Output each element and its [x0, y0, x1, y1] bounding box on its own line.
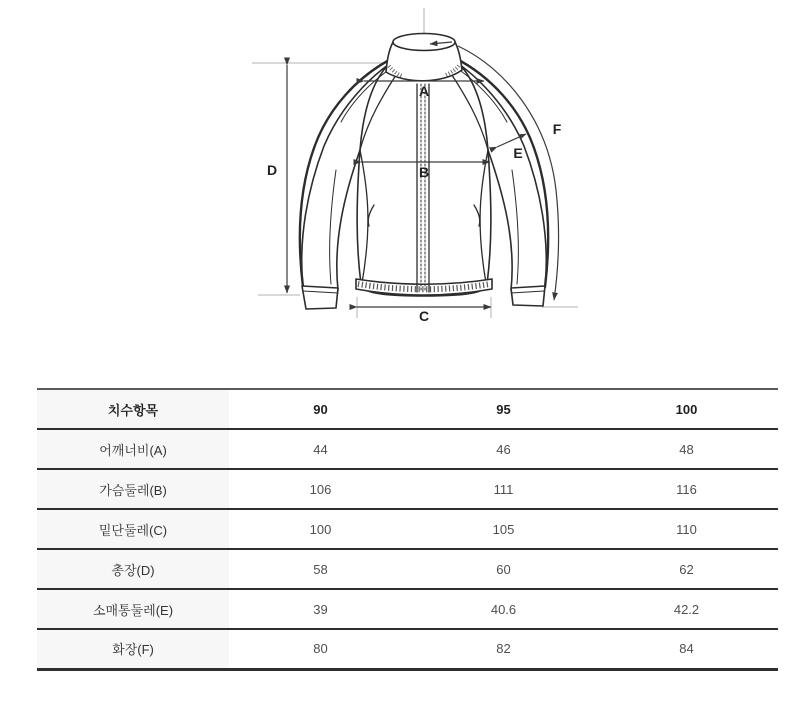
- cell-value: 105: [412, 509, 595, 549]
- cell-value: 42.2: [595, 589, 778, 629]
- table-row-hem: [37, 509, 778, 549]
- cell-value: 39: [229, 589, 412, 629]
- cell-value: 48: [595, 429, 778, 469]
- cell-value: 100: [229, 509, 412, 549]
- row-label: 화장(F): [37, 629, 229, 669]
- cell-value: 62: [595, 549, 778, 589]
- cell-value: 46: [412, 429, 595, 469]
- diagram-label-d: D: [266, 162, 278, 178]
- size-table: [37, 388, 778, 671]
- size-table-header-row: [37, 389, 778, 429]
- diagram-label-f: F: [552, 121, 562, 137]
- cell-value: 80: [229, 629, 412, 669]
- size-column-header-100: 100: [595, 389, 778, 429]
- size-column-header-90: 90: [229, 389, 412, 429]
- diagram-label-c: C: [418, 308, 430, 324]
- item-column-header: 치수항목: [37, 389, 229, 429]
- table-row-chest: [37, 469, 778, 509]
- row-label: 어깨너비(A): [37, 429, 229, 469]
- cell-value: 84: [595, 629, 778, 669]
- row-label: 가슴둘레(B): [37, 469, 229, 509]
- cell-value: 60: [412, 549, 595, 589]
- cell-value: 111: [412, 469, 595, 509]
- right-cuff: [511, 286, 545, 306]
- cell-value: 40.6: [412, 589, 595, 629]
- diagram-label-a: A: [418, 83, 430, 99]
- row-label: 총장(D): [37, 549, 229, 589]
- diagram-label-e: E: [513, 145, 523, 161]
- row-label: 밑단둘레(C): [37, 509, 229, 549]
- cell-value: 82: [412, 629, 595, 669]
- row-label: 소매통둘레(E): [37, 589, 229, 629]
- table-row-sleeve-length: [37, 629, 778, 669]
- collar: [386, 34, 462, 81]
- table-row-shoulder: [37, 429, 778, 469]
- table-row-length: [37, 549, 778, 589]
- table-row-sleeve-width: [37, 589, 778, 629]
- cell-value: 110: [595, 509, 778, 549]
- cell-value: 58: [229, 549, 412, 589]
- cell-value: 106: [229, 469, 412, 509]
- size-column-header-95: 95: [412, 389, 595, 429]
- diagram-label-b: B: [418, 164, 430, 180]
- cell-value: 116: [595, 469, 778, 509]
- left-cuff: [302, 286, 338, 309]
- cell-value: 44: [229, 429, 412, 469]
